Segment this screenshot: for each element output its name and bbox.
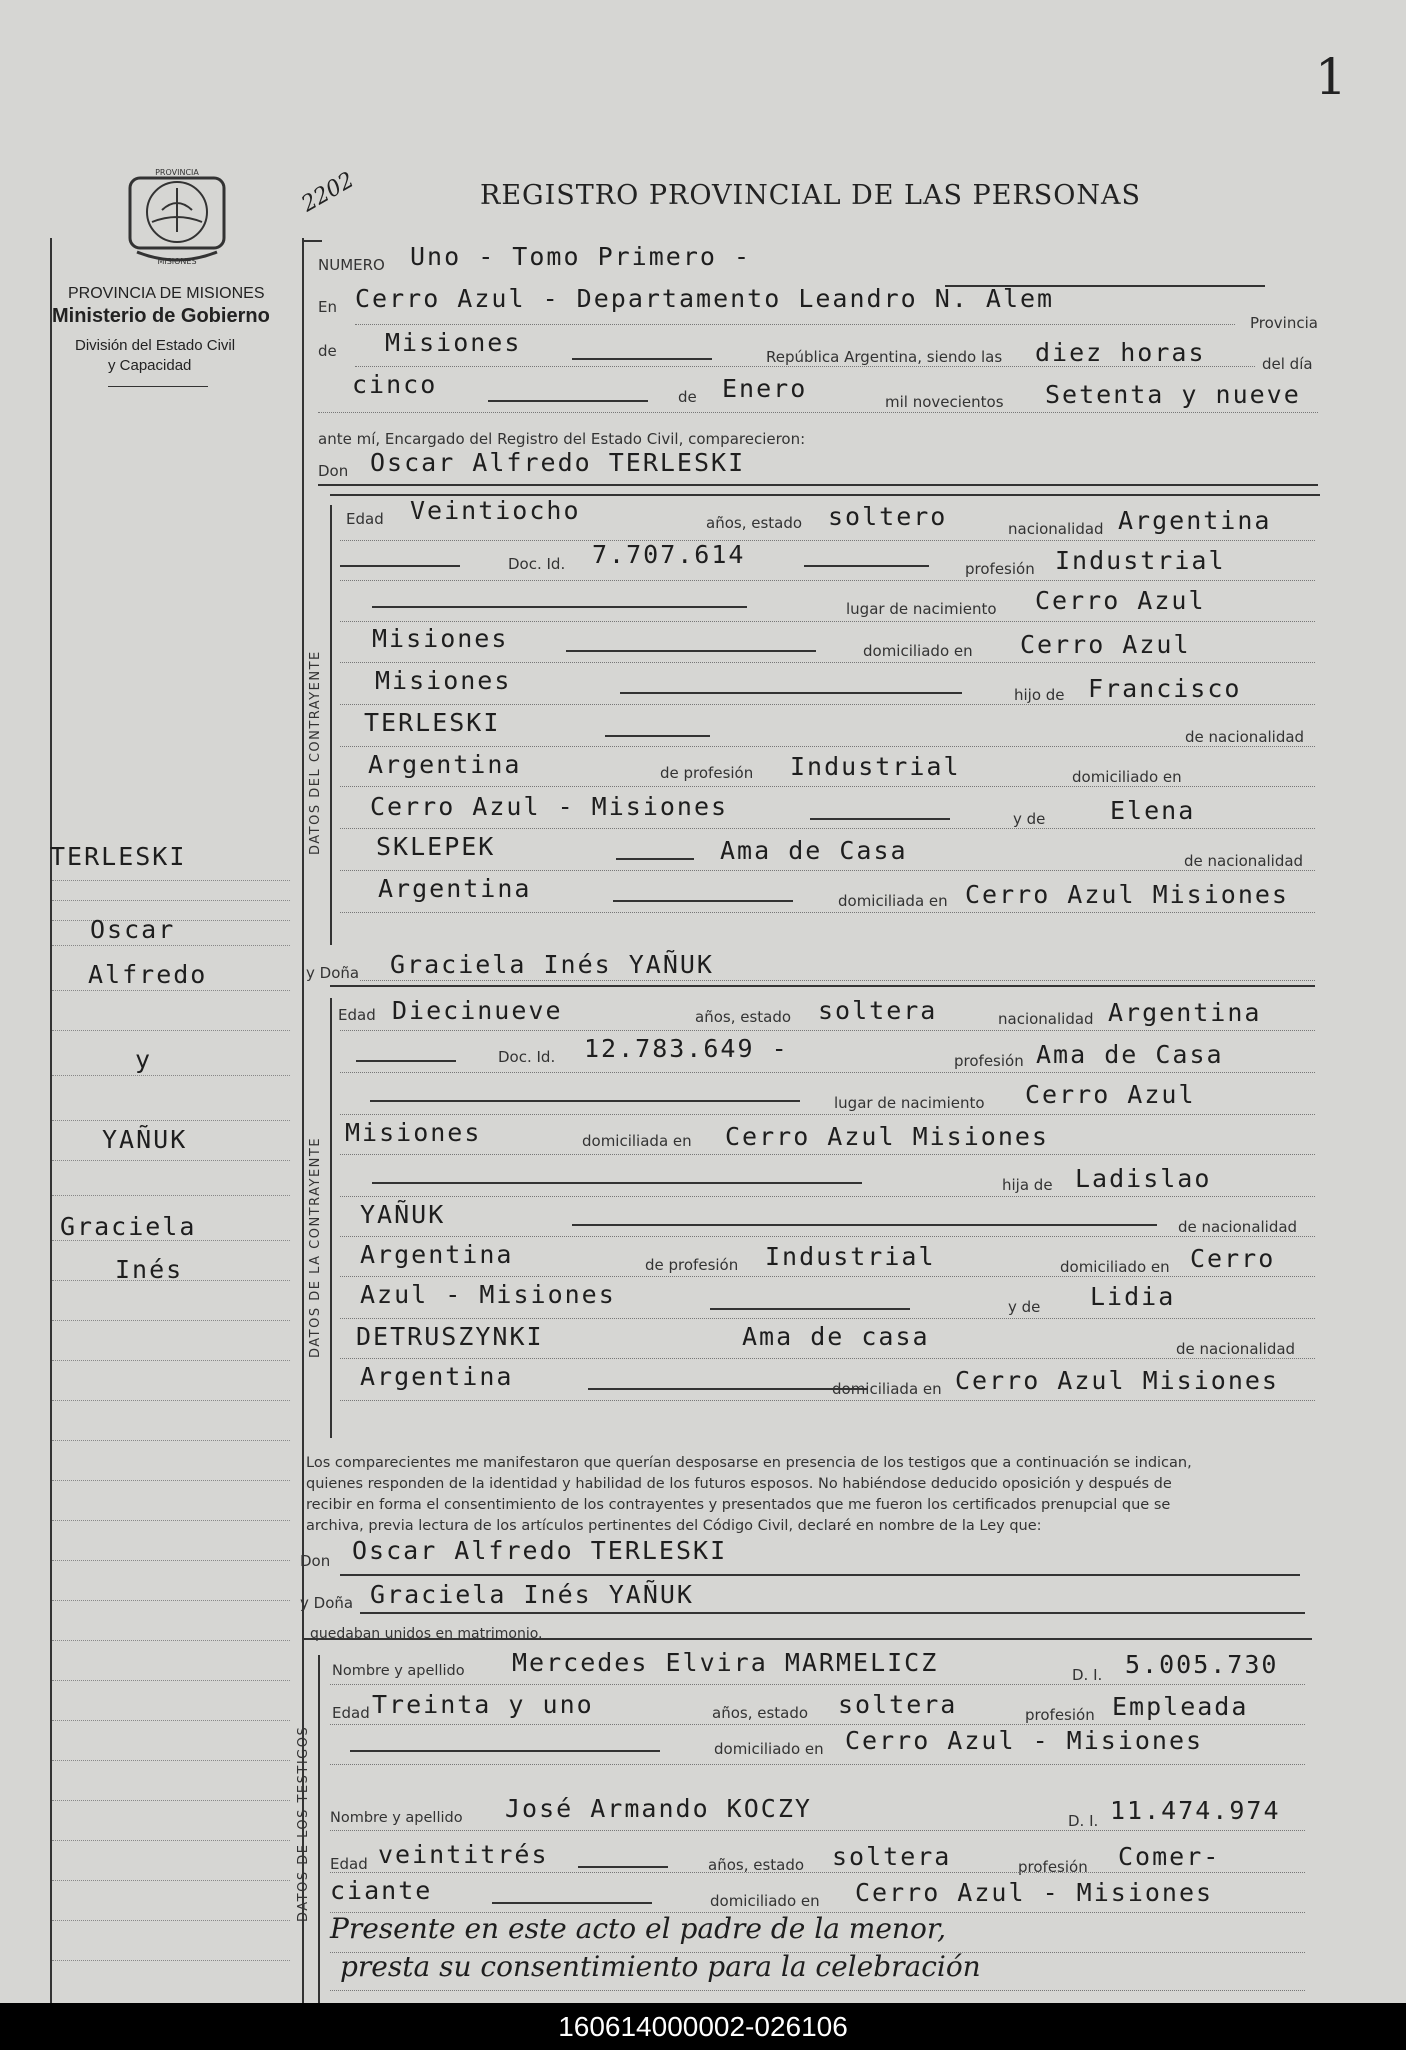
testigo-1-nombre-label: Nombre y apellido [332, 1663, 465, 1679]
domicilio-value: Cerro Azul [1020, 630, 1191, 659]
testigo-2-doc-prefix: D. I. [1068, 1812, 1099, 1830]
testigo-2-estado-label: años, estado [708, 1856, 805, 1874]
testigo-1-estado-label: años, estado [712, 1704, 809, 1722]
ante-mi-label: ante mí, Encargado del Registro del Estado Civil, comparecieron: [318, 430, 806, 448]
paragraph-line-1: Los comparecientes me manifestaron que querían desposarse en presencia de los testigos que a continuación se indican, [306, 1455, 1192, 1471]
numero-label: NUMERO [318, 256, 385, 274]
registry-title: REGISTRO PROVINCIAL DE LAS PERSONAS [480, 180, 1142, 211]
profesion-f-value: Ama de Casa [1036, 1040, 1224, 1069]
paragraph-line-2: quienes responden de la identidad y habilidad de los futuros esposos. No habiéndose deducido oposición y después de [306, 1476, 1172, 1492]
quedaban-label: quedaban unidos en matrimonio. [310, 1626, 543, 1642]
lugar-nac-value: Cerro Azul [1035, 586, 1206, 615]
doc-value: 7.707.614 [592, 540, 746, 569]
padre-f-apellido-value: YAÑUK [360, 1200, 446, 1229]
contrayente-border [330, 505, 332, 945]
nacionalidad-value: Argentina [1118, 506, 1272, 535]
domiciliada-f-label: domiciliada en [582, 1132, 692, 1150]
y-dona-label: y Doña [306, 964, 360, 982]
edad-f-label: Edad [338, 1006, 376, 1024]
madre-f-profesion-value: Ama de casa [742, 1322, 930, 1351]
republica-label: República Argentina, siendo las [766, 348, 1003, 366]
crest-label-top: PROVINCIA [155, 168, 199, 177]
margin-name-3: Graciela [60, 1212, 197, 1241]
lugar-nac-label: lugar de nacimiento [846, 600, 997, 618]
domiciliado-f-label: domiciliado en [1060, 1258, 1170, 1276]
testigo-2-estado-value: soltera [832, 1842, 952, 1871]
padre-domicilio-value: Cerro Azul - Misiones [370, 792, 729, 821]
padre-f-domicilio-value-2: Azul - Misiones [360, 1280, 616, 1309]
institution-line-2: Ministerio de Gobierno [52, 305, 270, 327]
testigo-2-nombre-value: José Armando KOCZY [505, 1794, 812, 1823]
padre-apellido-value: TERLESKI [364, 708, 501, 737]
padre-f-domicilio-value: Cerro [1190, 1244, 1276, 1273]
testigo-1-edad-label: Edad [332, 1704, 370, 1722]
de-nacionalidad-f-label: de nacionalidad [1178, 1218, 1298, 1236]
domiciliada-f-label-2: domiciliada en [832, 1380, 942, 1398]
matrimonio-don-value: Oscar Alfredo TERLESKI [352, 1536, 728, 1565]
testigos-side-label: DATOS DE LOS TESTIGOS [296, 1725, 311, 1922]
estado-f-value: soltera [818, 996, 938, 1025]
testigo-2-profesion-value: Comer- [1118, 1842, 1221, 1871]
domicilio-f-value: Cerro Azul Misiones [725, 1122, 1049, 1151]
margin-name-4: Inés [115, 1255, 184, 1284]
provincia-label: Provincia [1250, 314, 1318, 332]
nota-line-2: presta su consentimiento para la celebración [340, 1950, 981, 1983]
en-label: En [318, 298, 337, 316]
domiciliado-en-label: domiciliado en [1072, 768, 1182, 786]
testigo-1-domicilio-label: domiciliado en [714, 1740, 824, 1758]
divider [108, 386, 208, 387]
contrayente-f-border [330, 998, 332, 1438]
margin-name-2: Alfredo [88, 960, 208, 989]
lugar-nac-f-value: Cerro Azul [1025, 1080, 1196, 1109]
document-id: 160614000002-026106 [558, 2011, 848, 2042]
lugar-nac-value-2: Misiones [372, 624, 509, 653]
domicilio-label: domiciliado en [863, 642, 973, 660]
matrimonio-don-label: Don [300, 1552, 331, 1570]
edad-value: Veintiocho [410, 496, 581, 525]
doc-label: Doc. Id. [508, 555, 566, 573]
margin-conjunction: y [135, 1045, 153, 1074]
lugar-nac-f-value-2: Misiones [345, 1118, 482, 1147]
de-mes-label: de [678, 388, 697, 406]
testigo-2-profesion-value-2: ciante [330, 1876, 433, 1905]
madre-domicilio-value: Cerro Azul Misiones [965, 880, 1289, 909]
doc-f-value: 12.783.649 - [584, 1034, 789, 1063]
hija-de-label: hija de [1002, 1176, 1053, 1194]
testigo-1-doc-value: 5.005.730 [1125, 1650, 1279, 1679]
institution-line-1: PROVINCIA DE MISIONES [68, 285, 265, 302]
de-label: de [318, 342, 337, 360]
page-number: 1 [1315, 48, 1347, 106]
testigo-2-edad-label: Edad [330, 1855, 368, 1873]
madre-value: Elena [1110, 796, 1196, 825]
testigo-1-profesion-label: profesión [1025, 1706, 1095, 1724]
estado-label: años, estado [706, 514, 803, 532]
profesion-label: profesión [965, 560, 1035, 578]
hijo-de-label: hijo de [1014, 686, 1065, 704]
dona-value: Graciela Inés YAÑUK [390, 950, 714, 979]
institution-line-4: y Capacidad [108, 357, 192, 374]
testigo-1-estado-value: soltera [838, 1690, 958, 1719]
provincial-crest-icon [122, 160, 232, 272]
madre-apellido-value: SKLEPEK [376, 832, 496, 861]
estado-f-label: años, estado [695, 1008, 792, 1026]
y-de-label: y de [1013, 810, 1046, 828]
padre-value: Francisco [1088, 674, 1242, 703]
de-nacionalidad-label: de nacionalidad [1185, 728, 1305, 746]
padre-f-profesion-value: Industrial [765, 1242, 936, 1271]
contrayente-f-side-label: DATOS DE LA CONTRAYENTE [308, 1136, 323, 1358]
lugar-value: Cerro Azul - Departamento Leandro N. Alem [355, 284, 1055, 313]
testigo-2-domicilio-value: Cerro Azul - Misiones [855, 1878, 1214, 1907]
nacionalidad-f-label: nacionalidad [998, 1010, 1094, 1028]
header-tick [302, 240, 322, 242]
testigo-1-doc-prefix: D. I. [1072, 1666, 1103, 1684]
de-profesion-label: de profesión [660, 764, 754, 782]
de-nacionalidad-label-2: de nacionalidad [1184, 852, 1304, 870]
madre-f-value: Lidia [1090, 1282, 1176, 1311]
don-label: Don [318, 462, 349, 480]
paragraph-line-3: recibir en forma el consentimiento de los contrayentes y presentados que me fueron los certificados prenupcial que se [306, 1497, 1171, 1513]
margin-note: 2202 [297, 167, 359, 218]
matrimonio-dona-label: y Doña [300, 1594, 354, 1612]
provincia-value: Misiones [385, 328, 522, 357]
testigos-border [318, 1655, 320, 2003]
madre-f-apellido-value: DETRUSZYNKI [356, 1322, 544, 1351]
domiciliada-en-label: domiciliada en [838, 892, 948, 910]
margin-surname-1: TERLESKI [50, 842, 187, 871]
testigo-1-nombre-value: Mercedes Elvira MARMELICZ [512, 1648, 939, 1677]
testigo-1-edad-value: Treinta y uno [372, 1690, 594, 1719]
de-nacionalidad-f-label-2: de nacionalidad [1176, 1340, 1296, 1358]
madre-profesion-value: Ama de Casa [720, 836, 908, 865]
nacionalidad-label: nacionalidad [1008, 520, 1104, 538]
hora-value: diez horas [1035, 338, 1206, 367]
nota-line-1: Presente en este acto el padre de la menor, [330, 1912, 947, 1945]
madre-f-nacionalidad-value: Argentina [360, 1362, 514, 1391]
de-profesion-f-label: de profesión [645, 1256, 739, 1274]
testigo-2-edad-value: veintitrés [378, 1840, 549, 1869]
margin-surname-2: YAÑUK [102, 1125, 188, 1154]
testigo-2-domicilio-label: domiciliado en [710, 1892, 820, 1910]
nacionalidad-f-value: Argentina [1108, 998, 1262, 1027]
madre-f-domicilio-value: Cerro Azul Misiones [955, 1366, 1279, 1395]
edad-label: Edad [346, 510, 384, 528]
doc-f-label: Doc. Id. [498, 1048, 556, 1066]
testigo-2-nombre-label: Nombre y apellido [330, 1810, 463, 1826]
numero-value: Uno - Tomo Primero - [410, 242, 752, 271]
domicilio-value-2: Misiones [375, 666, 512, 695]
paragraph-line-4: archiva, previa lectura de los artículos pertinentes del Código Civil, declaré en nombre de la Ley que: [306, 1518, 1042, 1534]
y-de-f-label: y de [1008, 1298, 1041, 1316]
testigo-2-doc-value: 11.474.974 [1110, 1796, 1281, 1825]
edad-f-value: Diecinueve [392, 996, 563, 1025]
mil-novecientos-label: mil novecientos [885, 393, 1004, 411]
testigo-1-profesion-value: Empleada [1112, 1692, 1249, 1721]
margin-name-1: Oscar [90, 915, 176, 944]
padre-f-nacionalidad-value: Argentina [360, 1240, 514, 1269]
testigo-2-profesion-label: profesión [1018, 1858, 1088, 1876]
estado-value: soltero [828, 502, 948, 531]
matrimonio-dona-value: Graciela Inés YAÑUK [370, 1580, 694, 1609]
contrayente-side-label: DATOS DEL CONTRAYENTE [308, 650, 323, 855]
padre-nacionalidad-value: Argentina [368, 750, 522, 779]
institution-line-3: División del Estado Civil [75, 337, 236, 354]
dia-value: cinco [352, 370, 438, 399]
crest-label-bottom: MISIONES [157, 257, 197, 266]
profesion-value: Industrial [1055, 546, 1226, 575]
anio-value: Setenta y nueve [1045, 380, 1301, 409]
del-dia-label: del día [1262, 355, 1313, 373]
madre-nacionalidad-value: Argentina [378, 874, 532, 903]
don-value: Oscar Alfredo TERLESKI [370, 448, 746, 477]
padre-f-value: Ladislao [1075, 1164, 1212, 1193]
mes-value: Enero [722, 374, 808, 403]
section-line-2 [330, 985, 1315, 987]
lugar-nac-f-label: lugar de nacimiento [834, 1094, 985, 1112]
document-id-bar [0, 2003, 1406, 2050]
testigo-1-domicilio-value: Cerro Azul - Misiones [845, 1726, 1204, 1755]
profesion-f-label: profesión [954, 1052, 1024, 1070]
padre-profesion-value: Industrial [790, 752, 961, 781]
